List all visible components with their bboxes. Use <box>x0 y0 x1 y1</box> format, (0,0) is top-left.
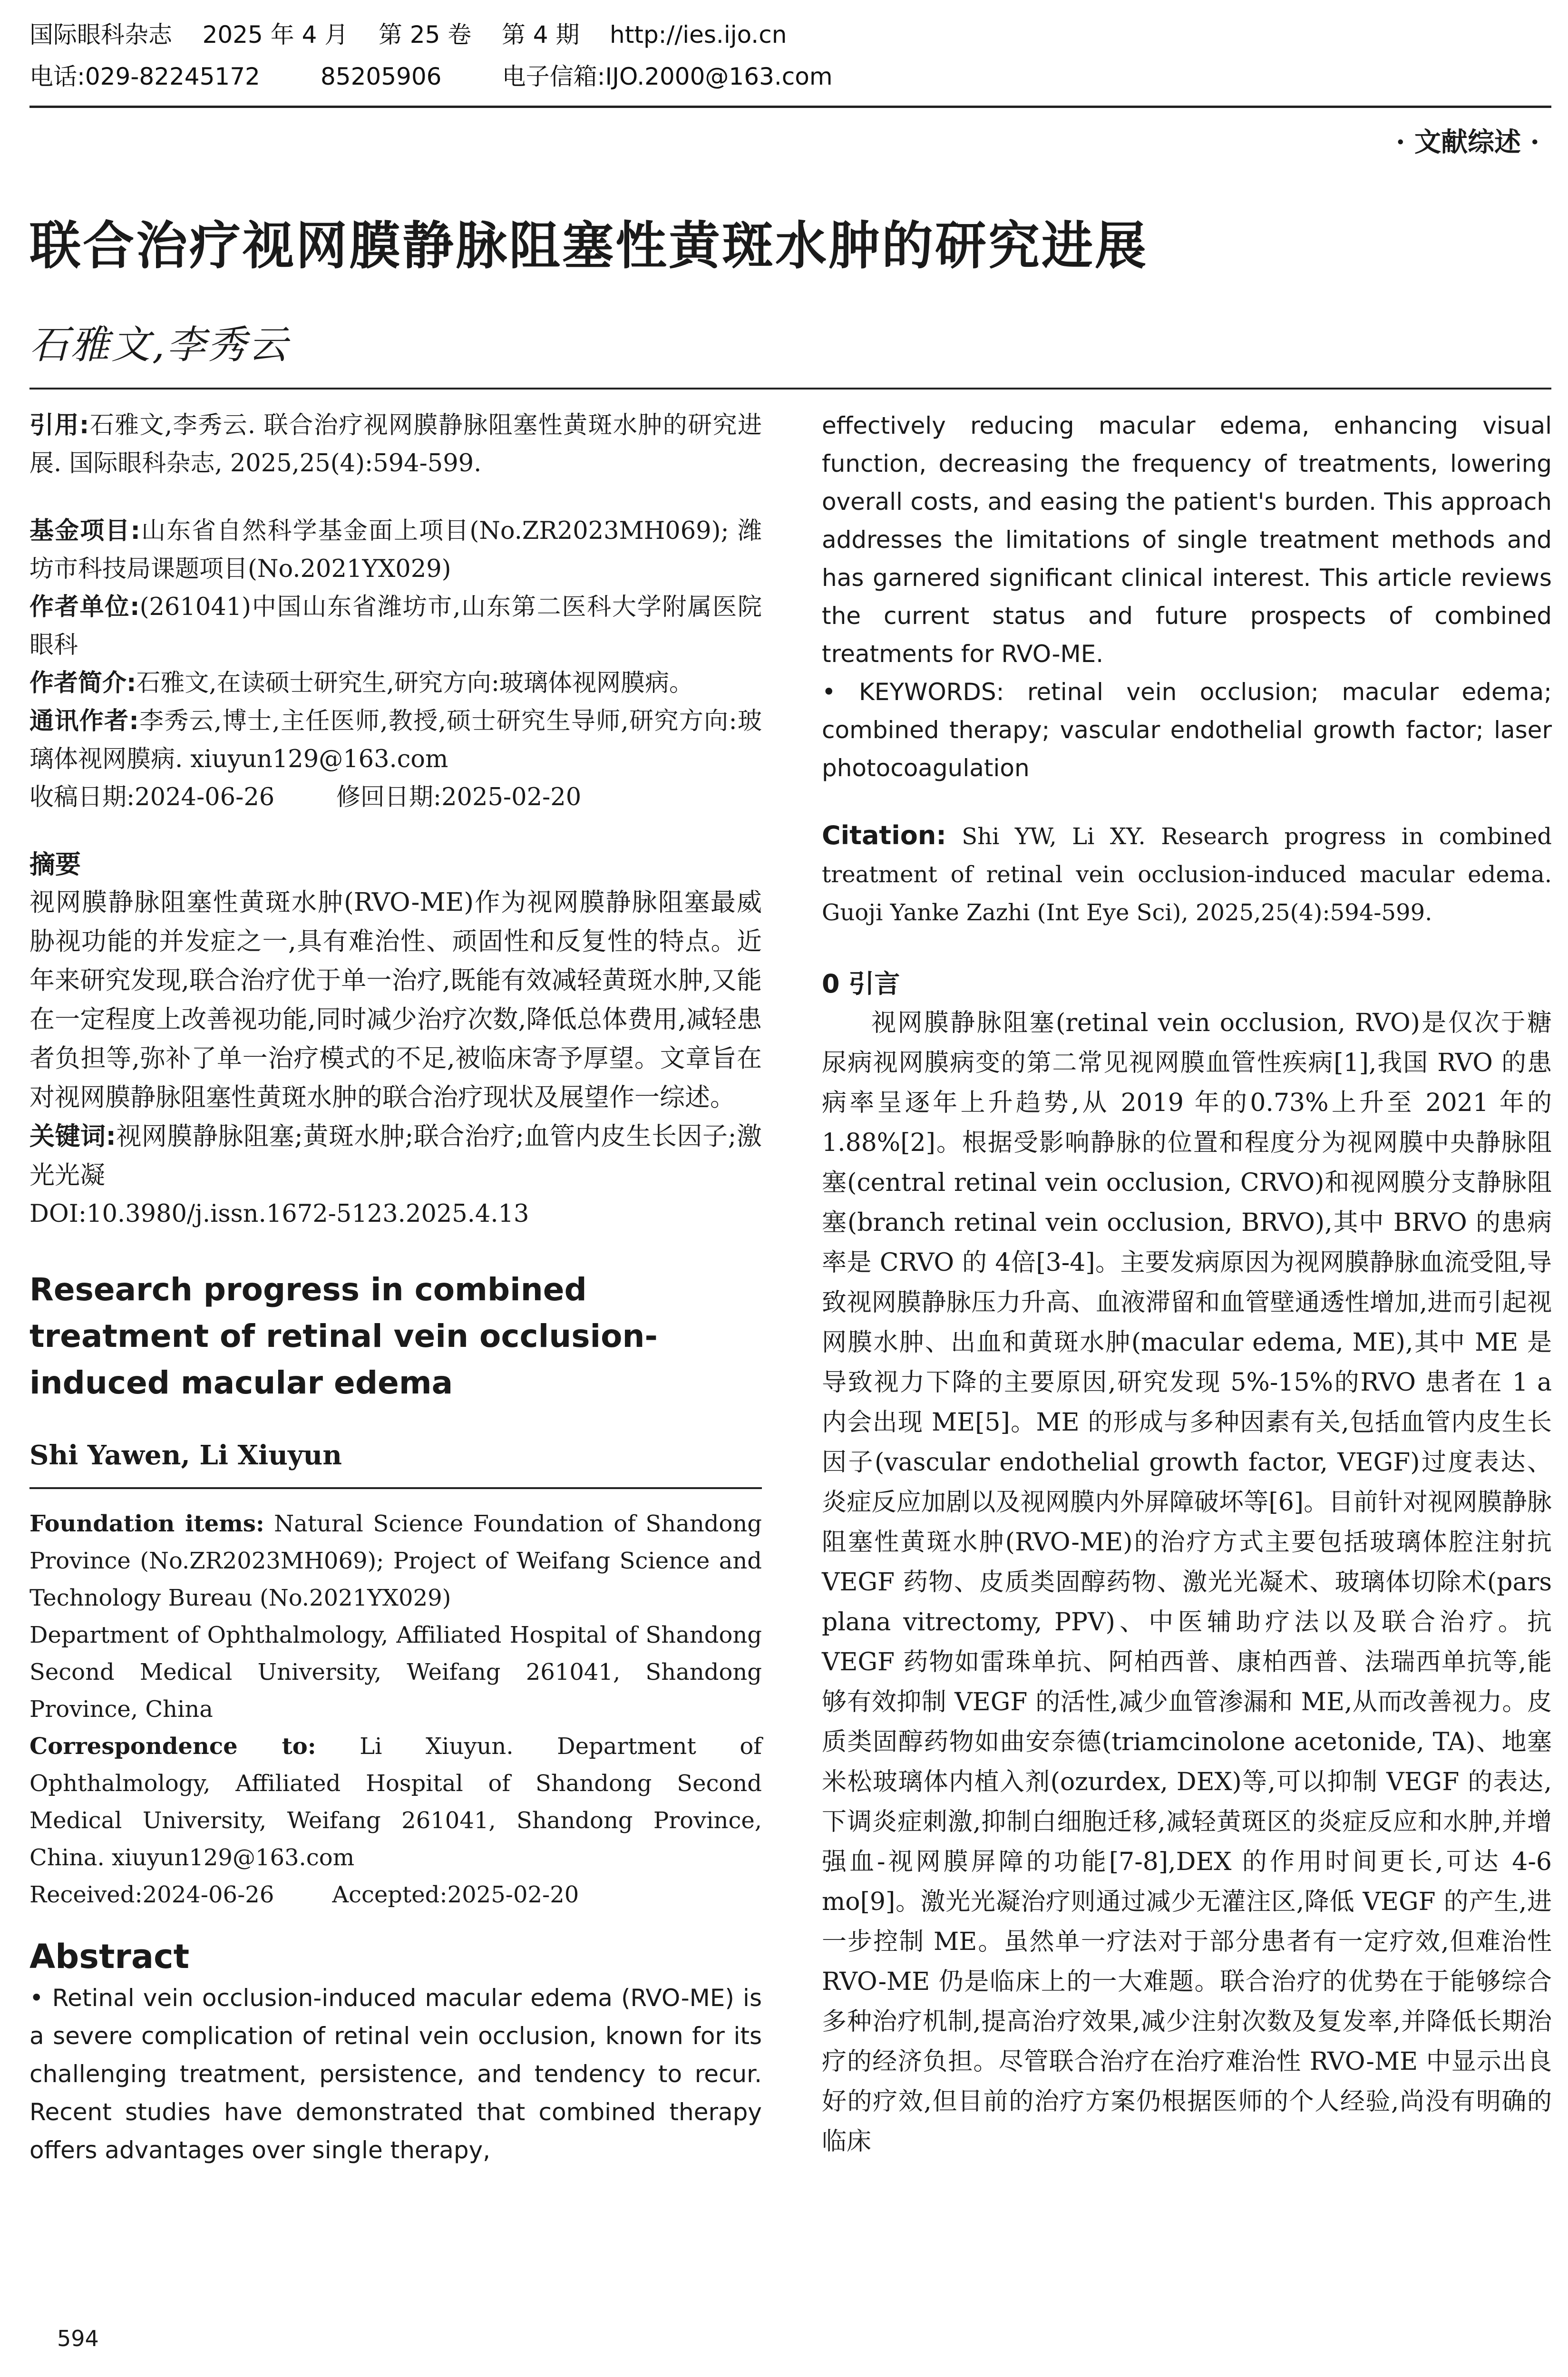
title-rule <box>29 388 1551 390</box>
department-en: Department of Ophthalmology, Affiliated Hospital of Shandong Second Medical University, Weifang 261041, Shandong Province, China <box>29 1622 762 1723</box>
abstract-cn: 视网膜静脉阻塞性黄斑水肿(RVO-ME)作为视网膜静脉阻塞最威胁视功能的并发症之一,具有难治性、顽固性和反复性的特点。近年来研究发现,联合治疗优于单一治疗,既能有效减轻黄斑水肿,又能在一定程度上改善视功能,同时减少治疗次数,降低总体费用,减轻患者负担等,弥补了单一治疗模式的不足,被临床寄予厚望。文章旨在对视网膜静脉阻塞性黄斑水肿的联合治疗现状及展望作一综述。 <box>29 888 762 1112</box>
abstract-en-part2: effectively reducing macular edema, enhancing visual function, decreasing the frequency of treatments, lowering overall costs, and easing the patient's burden. This approach addresses the limitations of single treatment methods and has garnered significant clinical interest. This article reviews the current status and future prospects of combined treatments for RVO-ME. <box>822 412 1552 668</box>
journal-header-line1: 国际眼科杂志 2025 年 4 月 第 25 卷 第 4 期 http://ies.ijo.cn <box>29 21 787 49</box>
keywords-cn <box>29 1117 762 1195</box>
body-paragraph-intro: 视网膜静脉阻塞(retinal vein occlusion, RVO)是仅次于糖尿病视网膜病变的第二常见视网膜血管性疾病[1],我国 RVO 的患病率呈逐年上升趋势,从 2019 年的0.73%上升至 2021 年的 1.88%[2]。根据受影响静脉的位置和程度分为视网膜中央静脉阻塞(central retinal vein occlusion, CRVO)和视网膜分支静脉阻塞(branch retinal vein occlusion, BRVO),其中 BRVO 的患病率是 CRVO 的 4倍[3-4]。主要发病原因为视网膜静脉血流受阻,导致视网膜静脉压力升高、血液滞留和血管壁通透性增加,进而引起视网膜水肿、出血和黄斑水肿(macular edema, ME),其中 ME 是导致视力下降的主要原因,研究发现 5%-15%的RVO 患者在 1 a 内会出现 ME[5]。ME 的形成与多种因素有关,包括血管内皮生长因子(vascular endothelial growth factor, VEGF)过度表达、炎症反应加剧以及视网膜内外屏障破坏等[6]。目前针对视网膜静脉阻塞性黄斑水肿(RVO-ME)的治疗方式主要包括玻璃体腔注射抗 VEGF 药物、皮质类固醇药物、激光光凝术、玻璃体切除术(pars plana vitrectomy, PPV)、中医辅助疗法以及联合治疗。抗 VEGF 药物如雷珠单抗、阿柏西普、康柏西普、法瑞西单抗等,能够有效抑制 VEGF 的活性,减少血管渗漏和 ME,从而改善视力。皮质类固醇药物如曲安奈德(triamcinolone acetonide, TA)、地塞米松玻璃体内植入剂(ozurdex, DEX)等,可以抑制 VEGF 的表达,下调炎症刺激,抑制白细胞迁移,减轻黄斑区的炎症反应和水肿,并增强血-视网膜屏障的功能[7-8],DEX 的作用时间更长,可达 4-6 mo[9]。激光光凝治疗则通过减少无灌注区,降低 VEGF 的产生,进一步控制 ME。虽然单一疗法对于部分患者有一定疗效,但难治性 RVO-ME 仍是临床上的一大难题。联合治疗的优势在于能够综合多种治疗机制,提高治疗效果,减少注射次数及复发率,并降低长期治疗的经济负担。尽管联合治疗在治疗难治性 RVO-ME 中显示出良好的疗效,但目前的治疗方案仍根据医师的个人经验,尚没有明确的临床 <box>822 1009 1552 2156</box>
citation-cn-text: 石雅文,李秀云. 联合治疗视网膜静脉阻塞性黄斑水肿的研究进展. 国际眼科杂志, 2025,25(4):594-599. <box>29 411 762 477</box>
foundation-en-label: Foundation items: <box>29 1510 264 1537</box>
abstract-en-part1: • Retinal vein occlusion-induced macular edema (RVO-ME) is a severe complication of retinal vein occlusion, known for its challenging treatment, persistence, and tendency to recur. Recent studies have demonstrated that combined therapy offers advantages over single therapy, <box>29 1984 762 2164</box>
right-column <box>822 407 1552 2162</box>
authors-cn: 石雅文,李秀云 <box>29 322 290 368</box>
page-number: 594 <box>57 2326 99 2351</box>
citation-cn <box>29 407 762 483</box>
doi: DOI:10.3980/j.issn.1672-5123.2025.4.13 <box>29 1200 529 1228</box>
unit-text: (261041)中国山东省潍坊市,山东第二医科大学附属医院眼科 <box>29 593 762 659</box>
correspondence-en <box>29 1728 762 1876</box>
abstract-en-heading: Abstract <box>29 1937 190 1976</box>
foundation-items-en <box>29 1505 762 1617</box>
author-intro <box>29 664 762 702</box>
keywords-cn-text: 视网膜静脉阻塞;黄斑水肿;联合治疗;血管内皮生长因子;激光光凝 <box>29 1122 762 1190</box>
english-authors: Shi Yawen, Li Xiuyun <box>29 1440 342 1471</box>
section-tag: · 文献综述 · <box>1396 127 1539 158</box>
section-heading-intro: 0 引言 <box>822 969 900 999</box>
citation-en <box>822 817 1552 932</box>
english-title: Research progress in combined treatment of retinal vein occlusion-induced macular edema <box>29 1271 658 1401</box>
author-unit <box>29 588 762 664</box>
dates-en: Received:2024-06-26 Accepted:2025-02-20 <box>29 1881 579 1908</box>
fund-info <box>29 512 762 588</box>
intro-text: 石雅文,在读硕士研究生,研究方向:玻璃体视网膜病。 <box>136 669 694 697</box>
unit-label: 作者单位: <box>29 593 140 621</box>
keywords-cn-label: 关键词: <box>29 1122 116 1151</box>
citation-en-text: Shi YW, Li XY. Research progress in combined treatment of retinal vein occlusion-induced macular edema. Guoji Yanke Zazhi (Int Eye Sci), 2025,25(4):594-599. <box>822 823 1552 926</box>
citation-cn-label: 引用: <box>29 411 89 439</box>
article-title: 联合治疗视网膜静脉阻塞性黄斑水肿的研究进展 <box>29 216 1149 276</box>
keywords-en: • KEYWORDS: retinal vein occlusion; macular edema; combined therapy; vascular endothelial growth factor; laser photocoagulation <box>822 678 1552 782</box>
foundation-en-text: Natural Science Foundation of Shandong Province (No.ZR2023MH069); Project of Weifang Science and Technology Bureau (No.2021YX029) <box>29 1510 762 1611</box>
fund-label: 基金项目: <box>29 517 140 545</box>
fund-text: 山东省自然科学基金面上项目(No.ZR2023MH069); 潍坊市科技局课题项目(No.2021YX029) <box>29 517 762 583</box>
corresponding-author <box>29 702 762 779</box>
abstract-cn-heading: 摘要 <box>29 849 81 879</box>
intro-label: 作者简介: <box>29 669 136 697</box>
header-rule <box>29 106 1551 108</box>
dates-cn: 收稿日期:2024-06-26 修回日期:2025-02-20 <box>29 783 582 811</box>
correspondence-en-label: Correspondence to: <box>29 1733 316 1760</box>
journal-header-line2: 电话:029-82245172 85205906 电子信箱:IJO.2000@163.com <box>29 63 833 90</box>
corr-text: 李秀云,博士,主任医师,教授,硕士研究生导师,研究方向:玻璃体视网膜病. xiuyun129@163.com <box>29 707 762 773</box>
citation-en-label: Citation: <box>822 820 946 850</box>
left-column <box>29 407 762 2169</box>
correspondence-en-text: Li Xiuyun. Department of Ophthalmology, Affiliated Hospital of Shandong Second Medical University, Weifang 261041, Shandong Province, China. xiuyun129@163.com <box>29 1733 762 1871</box>
corr-label: 通讯作者: <box>29 707 139 735</box>
